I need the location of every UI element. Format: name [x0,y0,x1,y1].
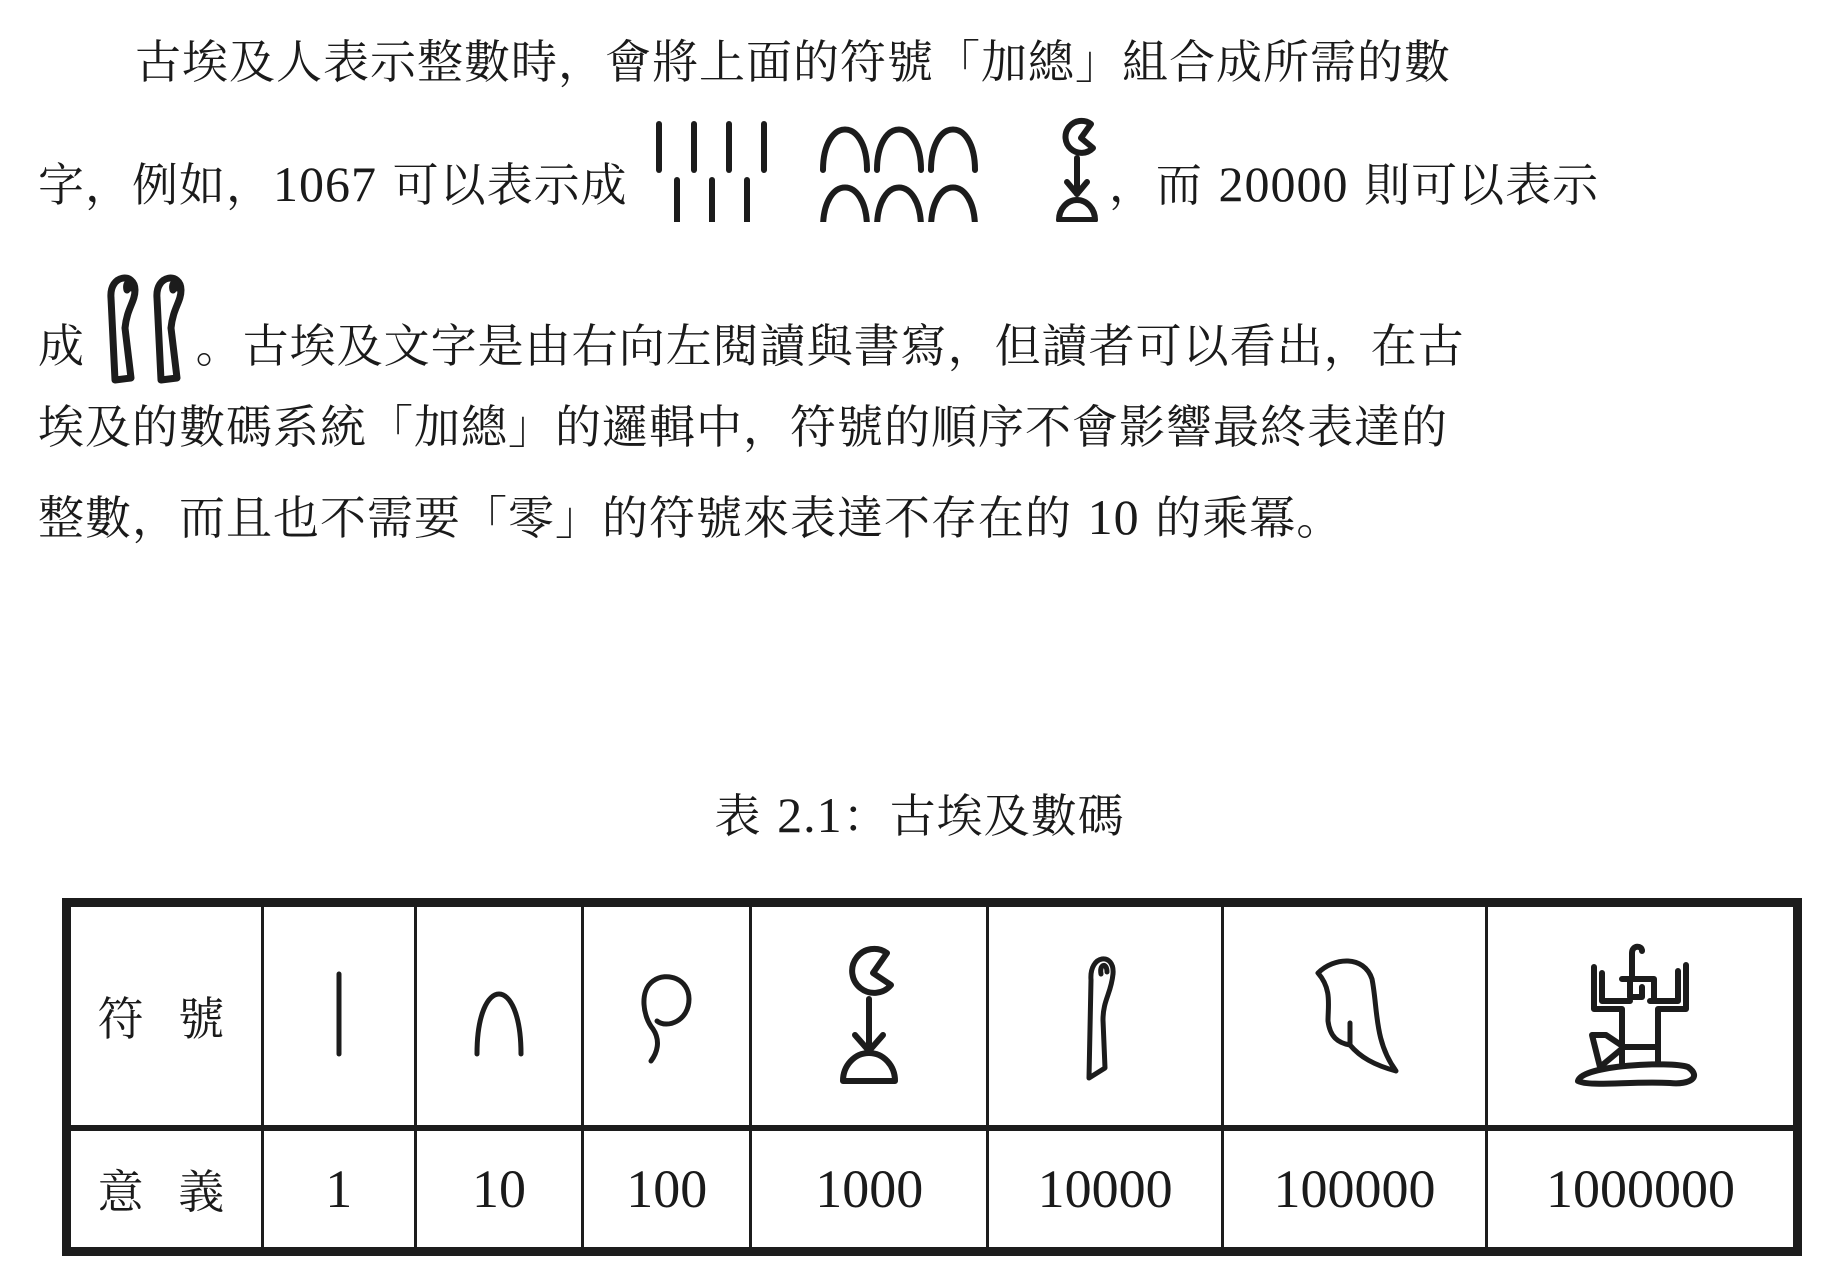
text: 則可以表示 [1348,158,1600,212]
text: 。古埃及文字是由右向左閱讀與書寫，但讀者可以看出，在古 [195,319,1465,373]
tadpole-icon [1304,1064,1404,1083]
coil-rope-icon [627,1054,707,1073]
number-20000: 20000 [1218,156,1349,212]
paragraph-line-1 [135,32,1839,92]
text: 古埃及人表示整數時，會將上面的符號「加總」組合成所需的數 [135,35,1451,89]
symbol-cell [1222,903,1486,1128]
text: 成 [38,319,85,373]
lotus-icon [829,1074,909,1093]
table-caption [0,785,1839,846]
heel-bone-icon [459,1049,539,1068]
symbol-cell [1486,903,1797,1128]
hieroglyph-1067-icon [643,112,1109,266]
value-cell: 10000 [988,1128,1223,1252]
row-header-symbol: 符 號 [67,903,263,1128]
row-header-meaning: 意 義 [67,1128,263,1252]
egyptian-numerals-table [62,898,1802,1256]
paragraph-line-4 [38,397,1828,457]
value-row [67,1128,1798,1252]
text: 埃及的數碼系統「加總」的邏輯中，符號的順序不會影響最終表達的 [38,400,1448,454]
stroke-icon [329,1049,349,1068]
value-cell: 100000 [1222,1128,1486,1252]
text: ，而 [1108,158,1219,212]
value-cell: 1 [262,1128,415,1252]
symbol-row [67,903,1798,1128]
caption-prefix: 表 [714,789,778,843]
paragraph-line-2 [38,112,1828,232]
symbol-cell [583,903,751,1128]
text: 的乘冪。 [1139,491,1344,545]
value-cell: 10 [415,1128,583,1252]
heh-god-icon [1570,1074,1710,1093]
value-cell: 1000 [751,1128,988,1252]
text: 字，例如， [38,158,273,212]
caption-number: 2.1 [777,787,843,843]
number-1067: 1067 [273,156,377,212]
symbol-cell [415,903,583,1128]
symbol-cell [262,903,415,1128]
value-cell: 100 [583,1128,751,1252]
text: 整數，而且也不需要「零」的符號來表達不存在的 [38,491,1088,545]
symbol-cell [751,903,988,1128]
finger-icon [1075,1069,1135,1088]
paragraph-line-5 [38,487,1828,548]
value-cell: 1000000 [1486,1128,1797,1252]
paragraph-line-3 [38,268,1828,388]
number-10: 10 [1087,489,1140,545]
symbol-cell [988,903,1223,1128]
text: 可以表示成 [377,158,628,212]
caption-title: ：古埃及數碼 [842,789,1125,843]
